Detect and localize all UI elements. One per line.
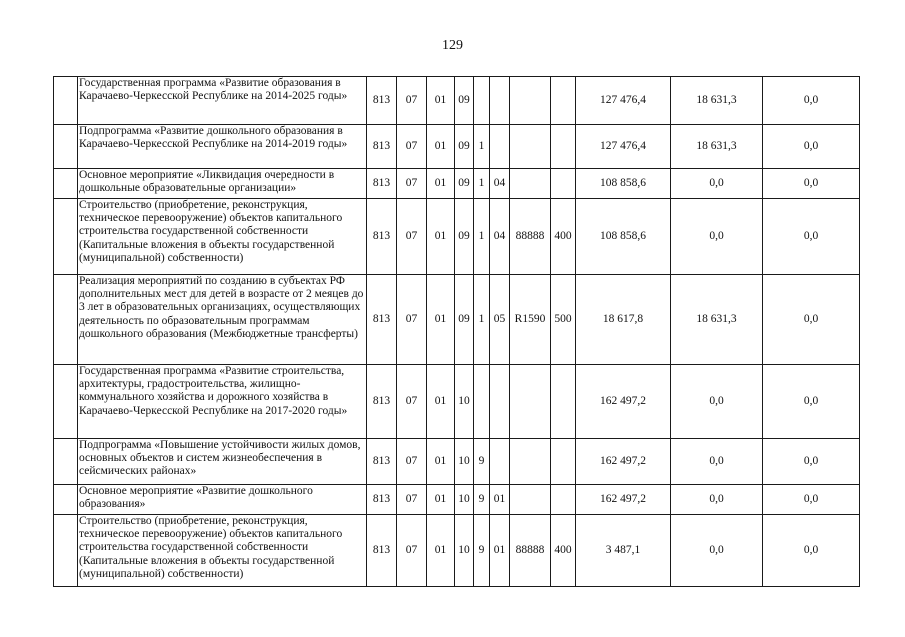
expense-type-code-cell: 500: [551, 275, 576, 365]
amount-cell: 162 497,2: [576, 439, 671, 485]
expense-type-code-cell: 400: [551, 199, 576, 275]
program-code-cell: 09: [455, 199, 474, 275]
item-name-cell: Основное мероприятие «Ликвидация очередности в дошкольные образовательные организации»: [78, 169, 367, 199]
subprogram-code-cell: 1: [474, 275, 490, 365]
item-name-cell: Государственная программа «Развитие образования в Карачаево-Черкесской Республике на 2014-2025 годы»: [78, 77, 367, 125]
subsection-code-cell: 01: [427, 275, 455, 365]
direction-code-cell: [510, 365, 551, 439]
table-row: [54, 439, 860, 485]
amount-cell: 18 631,3: [671, 275, 763, 365]
section-code-cell: 07: [397, 485, 427, 515]
subsection-code-cell: 01: [427, 77, 455, 125]
ministry-code-cell: 813: [367, 77, 397, 125]
item-name-cell: Подпрограмма «Повышение устойчивости жилых домов, основных объектов и систем жизнеобеспечения в сейсмических районах»: [78, 439, 367, 485]
activity-code-cell: [490, 125, 510, 169]
table-row: [54, 275, 860, 365]
section-code-cell: 07: [397, 365, 427, 439]
direction-code-cell: 88888: [510, 199, 551, 275]
activity-code-cell: [490, 77, 510, 125]
program-code-cell: 09: [455, 275, 474, 365]
amount-cell: 127 476,4: [576, 125, 671, 169]
amount-cell: 127 476,4: [576, 77, 671, 125]
table-row: [54, 365, 860, 439]
program-code-cell: 10: [455, 485, 474, 515]
program-code-cell: 09: [455, 77, 474, 125]
direction-code-cell: 88888: [510, 515, 551, 587]
section-code-cell: 07: [397, 275, 427, 365]
table-row: [54, 77, 860, 125]
page-number: 129: [442, 38, 463, 53]
expense-type-code-cell: [551, 125, 576, 169]
blank-cell: [54, 169, 78, 199]
budget-table-body: [54, 77, 860, 587]
item-name-cell: Строительство (приобретение, реконструкция, техническое перевооружение) объектов капитального строительства государственной собственности (Капитальные вложения в объекты государственной (муниципальной) собственности): [78, 515, 367, 587]
direction-code-cell: [510, 169, 551, 199]
amount-cell: 0,0: [671, 169, 763, 199]
ministry-code-cell: 813: [367, 515, 397, 587]
amount-cell: 0,0: [671, 365, 763, 439]
table-row: [54, 169, 860, 199]
amount-cell: 3 487,1: [576, 515, 671, 587]
amount-cell: 0,0: [671, 199, 763, 275]
direction-code-cell: [510, 77, 551, 125]
amount-cell: 108 858,6: [576, 199, 671, 275]
table-row: [54, 199, 860, 275]
section-code-cell: 07: [397, 125, 427, 169]
program-code-cell: 10: [455, 515, 474, 587]
activity-code-cell: [490, 439, 510, 485]
amount-cell: 0,0: [763, 515, 860, 587]
ministry-code-cell: 813: [367, 125, 397, 169]
item-name-cell: Государственная программа «Развитие строительства, архитектуры, градостроительства, жилищно-коммунального хозяйства и дорожного хозяйства в Карачаево-Черкесской Республике на 2017-2020 годы»: [78, 365, 367, 439]
expense-type-code-cell: [551, 439, 576, 485]
amount-cell: 18 631,3: [671, 77, 763, 125]
direction-code-cell: [510, 125, 551, 169]
ministry-code-cell: 813: [367, 365, 397, 439]
expense-type-code-cell: 400: [551, 515, 576, 587]
activity-code-cell: 04: [490, 199, 510, 275]
section-code-cell: 07: [397, 439, 427, 485]
amount-cell: 0,0: [763, 125, 860, 169]
amount-cell: 0,0: [763, 77, 860, 125]
table-row: [54, 125, 860, 169]
budget-table: [53, 76, 860, 587]
amount-cell: 162 497,2: [576, 365, 671, 439]
blank-cell: [54, 199, 78, 275]
table-row: [54, 485, 860, 515]
amount-cell: 0,0: [763, 485, 860, 515]
program-code-cell: 09: [455, 125, 474, 169]
blank-cell: [54, 77, 78, 125]
section-code-cell: 07: [397, 199, 427, 275]
activity-code-cell: 05: [490, 275, 510, 365]
blank-cell: [54, 439, 78, 485]
program-code-cell: 10: [455, 439, 474, 485]
amount-cell: 0,0: [671, 515, 763, 587]
subsection-code-cell: 01: [427, 125, 455, 169]
subprogram-code-cell: 1: [474, 169, 490, 199]
program-code-cell: 09: [455, 169, 474, 199]
subsection-code-cell: 01: [427, 485, 455, 515]
amount-cell: 0,0: [671, 485, 763, 515]
expense-type-code-cell: [551, 485, 576, 515]
blank-cell: [54, 275, 78, 365]
subprogram-code-cell: [474, 77, 490, 125]
activity-code-cell: 04: [490, 169, 510, 199]
section-code-cell: 07: [397, 169, 427, 199]
direction-code-cell: [510, 485, 551, 515]
expense-type-code-cell: [551, 365, 576, 439]
subprogram-code-cell: [474, 365, 490, 439]
blank-cell: [54, 365, 78, 439]
subsection-code-cell: 01: [427, 169, 455, 199]
amount-cell: 108 858,6: [576, 169, 671, 199]
section-code-cell: 07: [397, 515, 427, 587]
ministry-code-cell: 813: [367, 275, 397, 365]
ministry-code-cell: 813: [367, 169, 397, 199]
direction-code-cell: [510, 439, 551, 485]
subprogram-code-cell: 1: [474, 199, 490, 275]
amount-cell: 0,0: [763, 365, 860, 439]
subprogram-code-cell: 9: [474, 515, 490, 587]
amount-cell: 18 617,8: [576, 275, 671, 365]
subprogram-code-cell: 9: [474, 439, 490, 485]
blank-cell: [54, 485, 78, 515]
ministry-code-cell: 813: [367, 199, 397, 275]
subprogram-code-cell: 9: [474, 485, 490, 515]
subsection-code-cell: 01: [427, 515, 455, 587]
amount-cell: 18 631,3: [671, 125, 763, 169]
blank-cell: [54, 125, 78, 169]
section-code-cell: 07: [397, 77, 427, 125]
subsection-code-cell: 01: [427, 199, 455, 275]
amount-cell: 0,0: [763, 169, 860, 199]
expense-type-code-cell: [551, 77, 576, 125]
program-code-cell: 10: [455, 365, 474, 439]
activity-code-cell: 01: [490, 515, 510, 587]
amount-cell: 0,0: [671, 439, 763, 485]
ministry-code-cell: 813: [367, 439, 397, 485]
activity-code-cell: [490, 365, 510, 439]
amount-cell: 162 497,2: [576, 485, 671, 515]
activity-code-cell: 01: [490, 485, 510, 515]
item-name-cell: Основное мероприятие «Развитие дошкольного образования»: [78, 485, 367, 515]
item-name-cell: Реализация мероприятий по созданию в субъектах РФ дополнительных мест для детей в возрасте от 2 меяцев до 3 лет в образовательных организациях, осуществляющих деятельность по образовательным программам дошкольного образования (Межбюджетные трансферты): [78, 275, 367, 365]
expense-type-code-cell: [551, 169, 576, 199]
amount-cell: 0,0: [763, 439, 860, 485]
direction-code-cell: R1590: [510, 275, 551, 365]
subsection-code-cell: 01: [427, 439, 455, 485]
item-name-cell: Строительство (приобретение, реконструкция, техническое перевооружение) объектов капитального строительства государственной собственности (Капитальные вложения в объекты государственной (муниципальной) собственности): [78, 199, 367, 275]
item-name-cell: Подпрограмма «Развитие дошкольного образования в Карачаево-Черкесской Республике на 2014-2019 годы»: [78, 125, 367, 169]
blank-cell: [54, 515, 78, 587]
ministry-code-cell: 813: [367, 485, 397, 515]
amount-cell: 0,0: [763, 199, 860, 275]
table-row: [54, 515, 860, 587]
subprogram-code-cell: 1: [474, 125, 490, 169]
amount-cell: 0,0: [763, 275, 860, 365]
subsection-code-cell: 01: [427, 365, 455, 439]
